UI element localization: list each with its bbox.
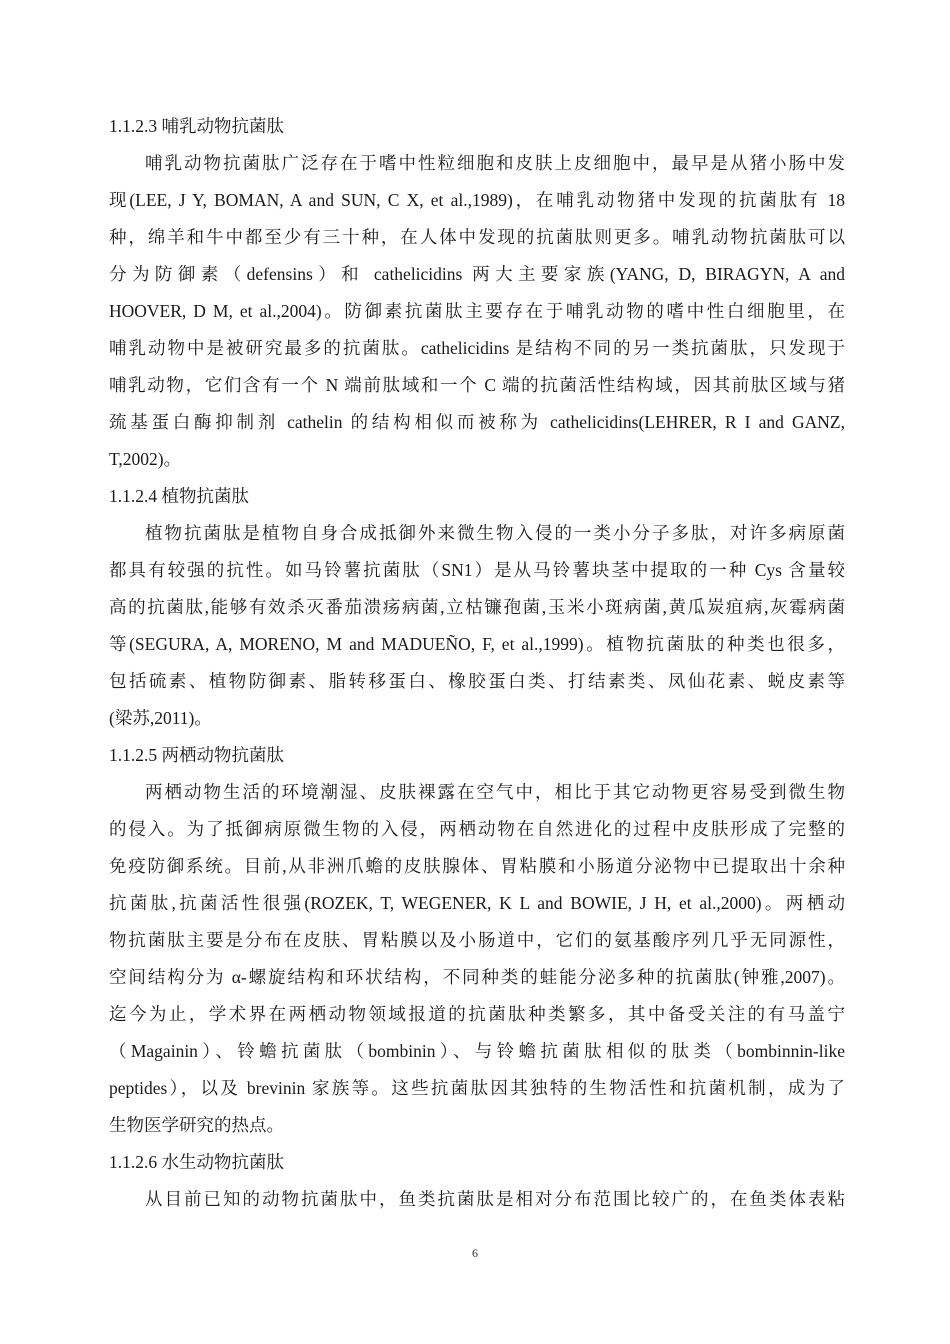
section-heading: 1.1.2.4 植物抗菌肽 [109,486,249,506]
section-plant-peptides [109,478,845,737]
text-line: 两栖动物生活的环境潮湿、皮肤裸露在空气中，相比于其它动物更容易受到微生物 [145,782,845,802]
text-line: 等(SEGURA, A, MORENO, M and MADUEÑO, F, et al.,1999)。植物抗菌肽的种类也很多， [109,634,845,654]
text-line: 空间结构分为 α-螺旋结构和环状结构，不同种类的蛙能分泌多种的抗菌肽(钟雅,2007)。 [109,967,845,987]
paragraph [109,1181,845,1218]
text-line: 种，绵羊和牛中都至少有三十种，在人体中发现的抗菌肽则更多。哺乳动物抗菌肽可以 [109,227,845,247]
text-line: 哺乳动物中是被研究最多的抗菌肽。cathelicidins 是结构不同的另一类抗菌肽，只发现于 [109,338,845,358]
paragraph [109,774,845,1144]
paragraph [109,515,845,737]
section-heading: 1.1.2.6 水生动物抗菌肽 [109,1152,284,1172]
section-heading: 1.1.2.5 两栖动物抗菌肽 [109,745,284,765]
text-line: 分为防御素（defensins）和 cathelicidins 两大主要家族(YANG, D, BIRAGYN, A and [109,264,845,284]
page-number: 6 [472,1246,478,1260]
text-line: 高的抗菌肽,能够有效杀灭番茄溃疡病菌,立枯镰孢菌,玉米小斑病菌,黄瓜炭疽病,灰霉病菌 [109,597,845,617]
text-line: 物抗菌肽主要是分布在皮肤、胃粘膜以及小肠道中，它们的氨基酸序列几乎无同源性， [109,930,845,950]
text-line: 巯基蛋白酶抑制剂 cathelin 的结构相似而被称为 cathelicidins(LEHRER, R I and GANZ, [109,412,845,432]
section-heading: 1.1.2.3 哺乳动物抗菌肽 [109,116,284,136]
text-line: 的侵入。为了抵御病原微生物的入侵，两栖动物在自然进化的过程中皮肤形成了完整的 [109,819,845,839]
section-mammal-peptides [109,108,845,478]
text-line: 抗菌肽,抗菌活性很强(ROZEK, T, WEGENER, K L and BOWIE, J H, et al.,2000)。两栖动 [109,893,845,913]
text-line: 包括硫素、植物防御素、脂转移蛋白、橡胶蛋白类、打结素类、凤仙花素、蜕皮素等 [109,671,845,691]
text-line: 都具有较强的抗性。如马铃薯抗菌肽（SN1）是从马铃薯块茎中提取的一种 Cys 含量较 [109,560,845,580]
text-line: 现(LEE, J Y, BOMAN, A and SUN, C X, et al.,1989)，在哺乳动物猪中发现的抗菌肽有 18 [109,190,845,210]
text-line: HOOVER, D M, et al.,2004)。防御素抗菌肽主要存在于哺乳动物的嗜中性白细胞里，在 [109,301,845,321]
text-line: 生物医学研究的热点。 [109,1115,284,1135]
text-line: 哺乳动物抗菌肽广泛存在于嗜中性粒细胞和皮肤上皮细胞中，最早是从猪小肠中发 [145,153,845,173]
paragraph [109,145,845,478]
text-line: 迄今为止，学术界在两栖动物领域报道的抗菌肽种类繁多，其中备受关注的有马盖宁 [109,1004,845,1024]
text-line: T,2002)。 [109,449,182,469]
text-line: （Magainin）、铃蟾抗菌肽（bombinin）、与铃蟾抗菌肽相似的肽类（bombinnin-like [109,1041,845,1061]
text-line: 哺乳动物，它们含有一个 N 端前肽域和一个 C 端的抗菌活性结构域，因其前肽区域与猪 [109,375,845,395]
section-aquatic-peptides [109,1144,845,1218]
document-body [109,108,845,1218]
text-line: 植物抗菌肽是植物自身合成抵御外来微生物入侵的一类小分子多肽，对许多病原菌 [145,523,845,543]
text-line: 免疫防御系统。目前,从非洲爪蟾的皮肤腺体、胃粘膜和小肠道分泌物中已提取出十余种 [109,856,845,876]
text-line: 从目前已知的动物抗菌肽中，鱼类抗菌肽是相对分布范围比较广的，在鱼类体表粘 [145,1189,845,1209]
section-amphibian-peptides [109,737,845,1144]
text-line: peptides），以及 brevinin 家族等。这些抗菌肽因其独特的生物活性和抗菌机制，成为了 [109,1078,845,1098]
text-line: (梁苏,2011)。 [109,708,212,728]
